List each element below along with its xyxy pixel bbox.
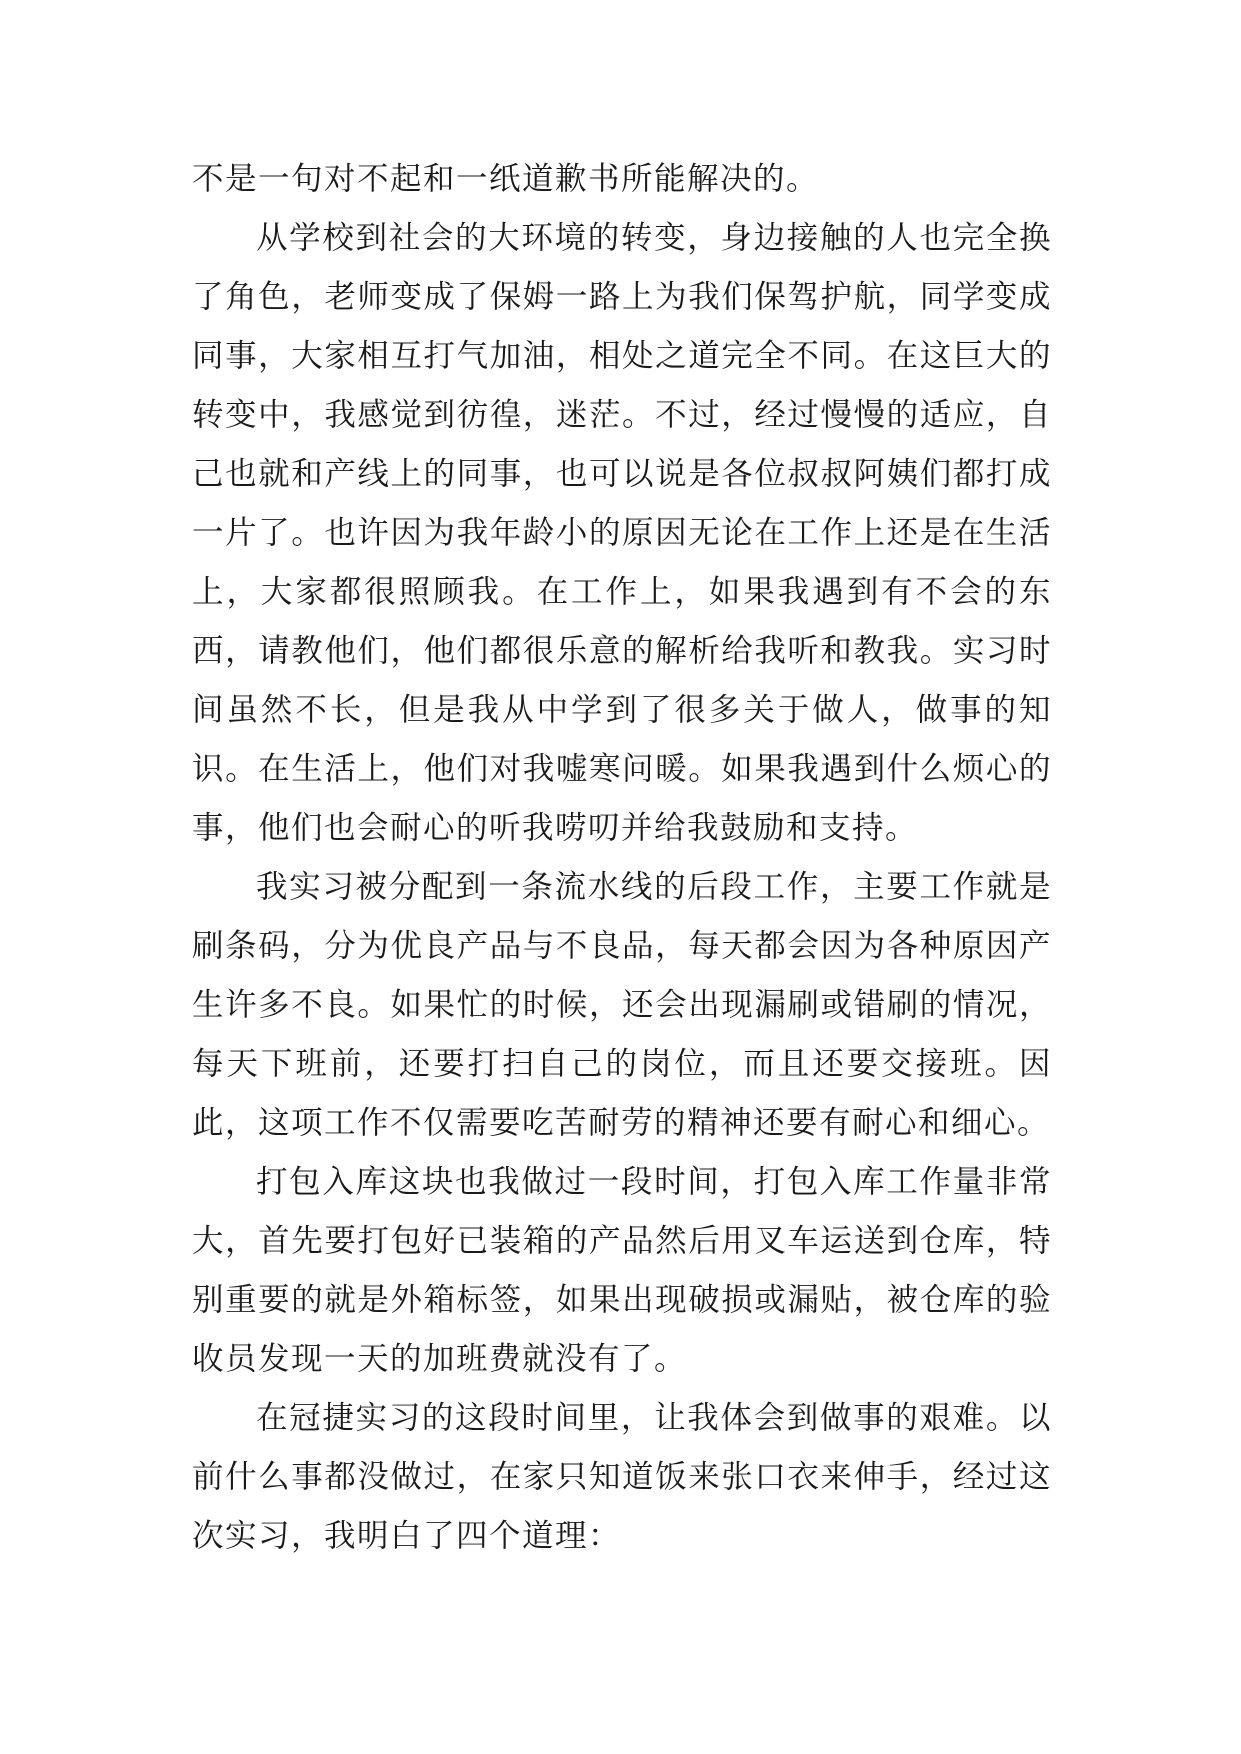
paragraph-2: 从学校到社会的大环境的转变，身边接触的人也完全换了角色，老师变成了保姆一路上为我们保驾护航，同学变成同事，大家相互打气加油，相处之道完全不同。在这巨大的转变中，我感觉到彷徨，迷茫。不过，经过慢慢的适应，自己也就和产线上的同事，也可以说是各位叔叔阿姨们都打成一片了。也许因为我年龄小的原因无论在工作上还是在生活上，大家都很照顾我。在工作上，如果我遇到有不会的东西，请教他们，他们都很乐意的解析给我听和教我。实习时间虽然不长，但是我从中学到了很多关于做人，做事的知识。在生活上，他们对我嘘寒问暖。如果我遇到什么烦心的事，他们也会耐心的听我唠叨并给我鼓励和支持。: [192, 220, 1052, 846]
paragraph-4: 打包入库这块也我做过一段时间，打包入库工作量非常大，首先要打包好已装箱的产品然后用叉车运送到仓库，特别重要的就是外箱标签，如果出现破损或漏贴，被仓库的验收员发现一天的加班费就没有了。: [192, 1164, 1052, 1377]
paragraph-3: 我实习被分配到一条流水线的后段工作，主要工作就是刷条码，分为优良产品与不良品，每天都会因为各种原因产生许多不良。如果忙的时候，还会出现漏刷或错刷的情况，每天下班前，还要打扫自己的岗位，而且还要交接班。因此，这项工作不仅需要吃苦耐劳的精神还要有耐心和细心。: [192, 869, 1052, 1141]
document-body: [192, 150, 1052, 1566]
paragraph-5: 在冠捷实习的这段时间里，让我体会到做事的艰难。以前什么事都没做过，在家只知道饭来张口衣来伸手，经过这次实习，我明白了四个道理：: [192, 1400, 1052, 1554]
paragraph-1: 不是一句对不起和一纸道歉书所能解决的。: [192, 161, 820, 197]
